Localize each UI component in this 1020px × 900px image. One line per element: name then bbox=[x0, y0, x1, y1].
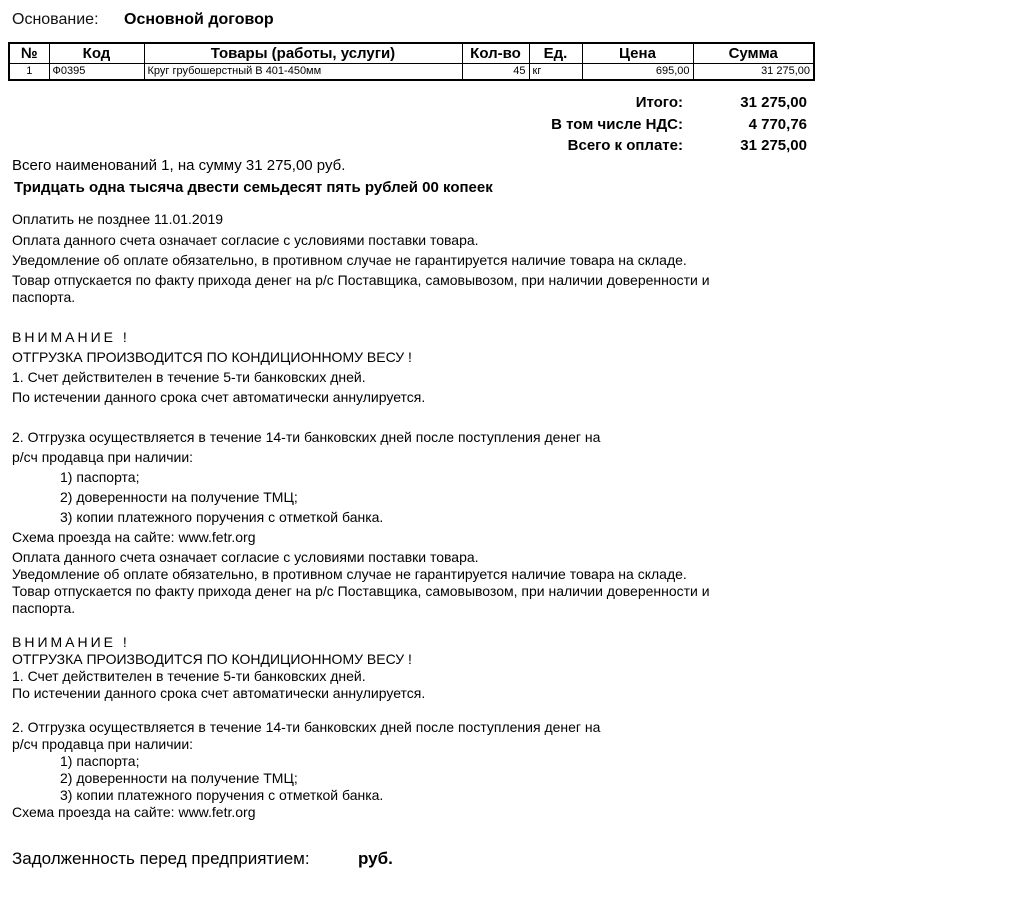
release-line-2: паспорта. bbox=[12, 600, 76, 616]
cell-num: 1 bbox=[9, 64, 49, 81]
requirement-1: 1) паспорта; bbox=[60, 753, 140, 769]
vat-value: 4 770,76 bbox=[748, 116, 807, 133]
table-row bbox=[9, 64, 814, 81]
cell-code: Ф0395 bbox=[49, 64, 144, 81]
agreement-line: Оплата данного счета означает согласие с условиями поставки товара. bbox=[12, 549, 479, 565]
col-header-code: Код bbox=[49, 43, 144, 64]
col-header-qty: Кол-во bbox=[462, 43, 529, 64]
shipping-line: ОТГРУЗКА ПРОИЗВОДИТСЯ ПО КОНДИЦИОННОМУ ВЕСУ ! bbox=[12, 651, 412, 667]
valid-line: 1. Счет действителен в течение 5-ти банковских дней. bbox=[12, 369, 366, 385]
notify-line: Уведомление об оплате обязательно, в противном случае не гарантируется наличие товара на складе. bbox=[12, 252, 687, 268]
annul-line: По истечении данного срока счет автоматически аннулируется. bbox=[12, 685, 426, 701]
annul-line: По истечении данного срока счет автоматически аннулируется. bbox=[12, 389, 426, 405]
total-label: Итого: bbox=[635, 94, 683, 111]
col-header-num: № bbox=[9, 43, 49, 64]
cell-unit: кг bbox=[529, 64, 582, 81]
col-header-goods: Товары (работы, услуги) bbox=[144, 43, 462, 64]
attention-line: ВНИМАНИЕ ! bbox=[12, 329, 130, 345]
col-header-sum: Сумма bbox=[693, 43, 814, 64]
col-header-unit: Ед. bbox=[529, 43, 582, 64]
agreement-line: Оплата данного счета означает согласие с условиями поставки товара. bbox=[12, 232, 479, 248]
cell-goods: Круг грубошерстный В 401-450мм bbox=[144, 64, 462, 81]
release-line-1: Товар отпускается по факту прихода денег на р/с Поставщика, самовывозом, при наличии доверенности и bbox=[12, 272, 710, 288]
cell-qty: 45 bbox=[462, 64, 529, 81]
summary-line: Всего наименований 1, на сумму 31 275,00 руб. bbox=[12, 157, 346, 174]
ship-line-1: 2. Отгрузка осуществляется в течение 14-ти банковских дней после поступления денег на bbox=[12, 429, 601, 445]
requirement-3: 3) копии платежного поручения с отметкой банка. bbox=[60, 787, 384, 803]
release-line-2: паспорта. bbox=[12, 289, 76, 305]
debt-label: Задолженность перед предприятием: bbox=[12, 849, 310, 868]
vat-label: В том числе НДС: bbox=[551, 116, 683, 133]
map-line: Схема проезда на сайте: www.fetr.org bbox=[12, 804, 256, 820]
cell-sum: 31 275,00 bbox=[693, 64, 814, 81]
notify-line: Уведомление об оплате обязательно, в противном случае не гарантируется наличие товара на складе. bbox=[12, 566, 687, 582]
requirement-2: 2) доверенности на получение ТМЦ; bbox=[60, 489, 298, 505]
map-line: Схема проезда на сайте: www.fetr.org bbox=[12, 529, 256, 545]
items-table bbox=[8, 42, 815, 81]
amount-in-words: Тридцать одна тысяча двести семьдесят пять рублей 00 копеек bbox=[14, 179, 493, 196]
requirement-3: 3) копии платежного поручения с отметкой банка. bbox=[60, 509, 384, 525]
release-line-1: Товар отпускается по факту прихода денег на р/с Поставщика, самовывозом, при наличии доверенности и bbox=[12, 583, 710, 599]
valid-line: 1. Счет действителен в течение 5-ти банковских дней. bbox=[12, 668, 366, 684]
debt-value: руб. bbox=[358, 849, 393, 868]
cell-price: 695,00 bbox=[582, 64, 693, 81]
due-value: 31 275,00 bbox=[740, 137, 807, 154]
requirement-1: 1) паспорта; bbox=[60, 469, 140, 485]
basis-label: Основание: bbox=[12, 11, 99, 28]
requirement-2: 2) доверенности на получение ТМЦ; bbox=[60, 770, 298, 786]
table-header-row bbox=[9, 43, 814, 64]
basis-value: Основной договор bbox=[124, 11, 274, 28]
attention-line: ВНИМАНИЕ ! bbox=[12, 634, 130, 650]
due-label: Всего к оплате: bbox=[567, 137, 683, 154]
col-header-price: Цена bbox=[582, 43, 693, 64]
pay-by-line: Оплатить не позднее 11.01.2019 bbox=[12, 211, 224, 227]
total-value: 31 275,00 bbox=[740, 94, 807, 111]
shipping-line: ОТГРУЗКА ПРОИЗВОДИТСЯ ПО КОНДИЦИОННОМУ ВЕСУ ! bbox=[12, 349, 412, 365]
ship-line-2: р/сч продавца при наличии: bbox=[12, 449, 194, 465]
ship-line-1: 2. Отгрузка осуществляется в течение 14-ти банковских дней после поступления денег на bbox=[12, 719, 601, 735]
ship-line-2: р/сч продавца при наличии: bbox=[12, 736, 194, 752]
